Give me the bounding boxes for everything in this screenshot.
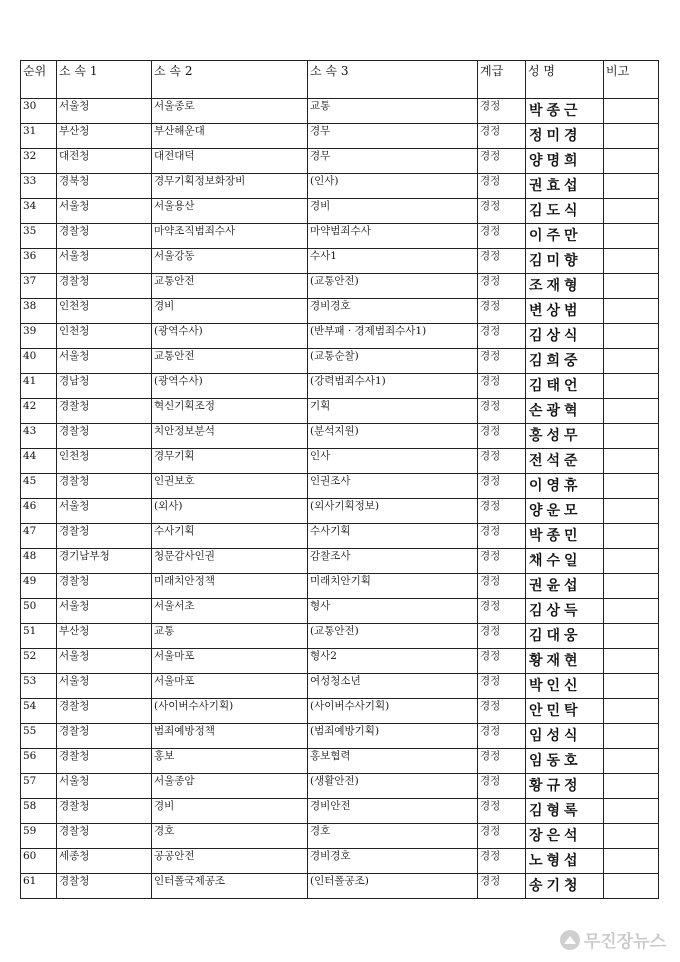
- cell-order: 49: [21, 574, 57, 599]
- cell-dept3: (사이버수사기획): [308, 699, 478, 724]
- cell-dept1: 경찰청: [57, 749, 152, 774]
- cell-dept3: 경호: [308, 824, 478, 849]
- cell-note: [604, 874, 659, 899]
- cell-note: [604, 199, 659, 224]
- cell-dept2: (광역수사): [152, 324, 308, 349]
- cell-dept3: 경비: [308, 199, 478, 224]
- table-row: [21, 749, 659, 774]
- cell-note: [604, 824, 659, 849]
- cell-grade: 경정: [478, 849, 526, 874]
- cell-dept2: 서울종암: [152, 774, 308, 799]
- cell-grade: 경정: [478, 524, 526, 549]
- cell-order: 45: [21, 474, 57, 499]
- header-note: 비고: [604, 61, 659, 99]
- cell-order: 48: [21, 549, 57, 574]
- cell-dept3: 형사2: [308, 649, 478, 674]
- cell-dept2: 마약조직범죄수사: [152, 224, 308, 249]
- cell-dept1: 경북청: [57, 174, 152, 199]
- cell-dept1: 경찰청: [57, 824, 152, 849]
- cell-note: [604, 749, 659, 774]
- table-row: [21, 424, 659, 449]
- cell-dept2: 서울서초: [152, 599, 308, 624]
- cell-dept1: 경찰청: [57, 874, 152, 899]
- table-row: [21, 849, 659, 874]
- cell-note: [604, 674, 659, 699]
- cell-dept2: 인권보호: [152, 474, 308, 499]
- cell-grade: 경정: [478, 624, 526, 649]
- cell-dept1: 대전청: [57, 149, 152, 174]
- cell-name: 김상식: [526, 324, 604, 349]
- cell-note: [604, 224, 659, 249]
- table-row: [21, 299, 659, 324]
- cell-dept1: 부산청: [57, 624, 152, 649]
- cell-note: [604, 724, 659, 749]
- cell-note: [604, 324, 659, 349]
- header-name: 성 명: [526, 61, 604, 99]
- cell-dept1: 경찰청: [57, 274, 152, 299]
- cell-dept3: (범죄예방기획): [308, 724, 478, 749]
- table-row: [21, 599, 659, 624]
- table-row: [21, 699, 659, 724]
- cell-name: 권윤섭: [526, 574, 604, 599]
- cell-grade: 경정: [478, 649, 526, 674]
- cell-order: 58: [21, 799, 57, 824]
- cell-dept3: 여성청소년: [308, 674, 478, 699]
- cell-note: [604, 849, 659, 874]
- cell-dept1: 경찰청: [57, 524, 152, 549]
- table-row: [21, 649, 659, 674]
- cell-dept3: 홍보협력: [308, 749, 478, 774]
- cell-dept1: 서울청: [57, 99, 152, 124]
- cell-dept3: (분석지원): [308, 424, 478, 449]
- cell-dept1: 경찰청: [57, 724, 152, 749]
- cell-name: 채수일: [526, 549, 604, 574]
- personnel-roster-table: [20, 60, 659, 899]
- cell-dept3: (외사기획정보): [308, 499, 478, 524]
- cell-order: 33: [21, 174, 57, 199]
- cell-name: 황재현: [526, 649, 604, 674]
- header-dept1: 소 속 1: [57, 61, 152, 99]
- cell-name: 박인신: [526, 674, 604, 699]
- cell-dept3: (강력범죄수사1): [308, 374, 478, 399]
- cell-dept1: 경찰청: [57, 224, 152, 249]
- cell-dept2: 경무기획: [152, 449, 308, 474]
- table-row: [21, 99, 659, 124]
- cell-dept1: 서울청: [57, 599, 152, 624]
- cell-grade: 경정: [478, 124, 526, 149]
- cell-order: 42: [21, 399, 57, 424]
- cell-grade: 경정: [478, 774, 526, 799]
- cell-dept3: 인권조사: [308, 474, 478, 499]
- cell-grade: 경정: [478, 724, 526, 749]
- cell-note: [604, 449, 659, 474]
- cell-note: [604, 599, 659, 624]
- cell-name: 정미경: [526, 124, 604, 149]
- table-row: [21, 874, 659, 899]
- header-dept2: 소 속 2: [152, 61, 308, 99]
- table-row: [21, 449, 659, 474]
- cell-name: 양명희: [526, 149, 604, 174]
- cell-name: 양운모: [526, 499, 604, 524]
- cell-dept3: 감찰조사: [308, 549, 478, 574]
- cell-note: [604, 624, 659, 649]
- cell-dept3: 기획: [308, 399, 478, 424]
- cell-note: [604, 474, 659, 499]
- table-row: [21, 499, 659, 524]
- cell-dept2: 청문감사인권: [152, 549, 308, 574]
- roster-body: [21, 99, 659, 899]
- cell-note: [604, 299, 659, 324]
- cell-order: 59: [21, 824, 57, 849]
- cell-dept2: 서울강동: [152, 249, 308, 274]
- cell-note: [604, 149, 659, 174]
- cell-note: [604, 174, 659, 199]
- cell-dept2: 홍보: [152, 749, 308, 774]
- cell-grade: 경정: [478, 699, 526, 724]
- cell-dept1: 인천청: [57, 299, 152, 324]
- cell-order: 41: [21, 374, 57, 399]
- cell-name: 이주만: [526, 224, 604, 249]
- cell-note: [604, 124, 659, 149]
- cell-name: 변상범: [526, 299, 604, 324]
- cell-grade: 경정: [478, 374, 526, 399]
- cell-name: 노형섭: [526, 849, 604, 874]
- table-row: [21, 799, 659, 824]
- cell-dept1: 세종청: [57, 849, 152, 874]
- cell-dept1: 경찰청: [57, 424, 152, 449]
- cell-dept3: 경무: [308, 149, 478, 174]
- table-row: [21, 674, 659, 699]
- cell-grade: 경정: [478, 499, 526, 524]
- cell-order: 60: [21, 849, 57, 874]
- cell-name: 임동호: [526, 749, 604, 774]
- table-row: [21, 249, 659, 274]
- cell-name: 김상득: [526, 599, 604, 624]
- cell-grade: 경정: [478, 749, 526, 774]
- cell-grade: 경정: [478, 549, 526, 574]
- cell-dept2: 인터폴국제공조: [152, 874, 308, 899]
- cell-dept1: 경찰청: [57, 574, 152, 599]
- cell-order: 43: [21, 424, 57, 449]
- cell-dept1: 경남청: [57, 374, 152, 399]
- cell-dept2: 교통안전: [152, 349, 308, 374]
- cell-dept1: 서울청: [57, 199, 152, 224]
- cell-dept3: 교통: [308, 99, 478, 124]
- table-row: [21, 224, 659, 249]
- cell-dept1: 경기남부청: [57, 549, 152, 574]
- cell-dept1: 경찰청: [57, 699, 152, 724]
- cell-dept1: 경찰청: [57, 399, 152, 424]
- table-row: [21, 149, 659, 174]
- cell-dept1: 인천청: [57, 324, 152, 349]
- cell-order: 40: [21, 349, 57, 374]
- cell-note: [604, 574, 659, 599]
- cell-dept3: (교통순찰): [308, 349, 478, 374]
- table-row: [21, 724, 659, 749]
- cell-dept2: 서울종로: [152, 99, 308, 124]
- cell-dept3: 마약범죄수사: [308, 224, 478, 249]
- cell-dept3: 경비경호: [308, 299, 478, 324]
- cell-grade: 경정: [478, 824, 526, 849]
- cell-order: 35: [21, 224, 57, 249]
- cell-order: 54: [21, 699, 57, 724]
- table-row: [21, 324, 659, 349]
- cell-dept3: 인사: [308, 449, 478, 474]
- cell-dept2: 경무기획정보화장비: [152, 174, 308, 199]
- cell-name: 송기청: [526, 874, 604, 899]
- cell-dept2: 혁신기획조정: [152, 399, 308, 424]
- cell-note: [604, 499, 659, 524]
- cell-dept1: 서울청: [57, 774, 152, 799]
- cell-note: [604, 774, 659, 799]
- cell-dept1: 서울청: [57, 249, 152, 274]
- cell-name: 김희중: [526, 349, 604, 374]
- table-row: [21, 624, 659, 649]
- cell-name: 김대웅: [526, 624, 604, 649]
- cell-dept1: 인천청: [57, 449, 152, 474]
- cell-order: 38: [21, 299, 57, 324]
- cell-dept2: 대전대덕: [152, 149, 308, 174]
- table-row: [21, 774, 659, 799]
- cell-grade: 경정: [478, 674, 526, 699]
- cell-name: 김미향: [526, 249, 604, 274]
- cell-name: 김도식: [526, 199, 604, 224]
- table-row: [21, 824, 659, 849]
- cell-note: [604, 699, 659, 724]
- cell-grade: 경정: [478, 249, 526, 274]
- cell-dept2: 서울용산: [152, 199, 308, 224]
- cell-grade: 경정: [478, 799, 526, 824]
- cell-dept1: 서울청: [57, 674, 152, 699]
- cell-dept3: (반부패 · 경제범죄수사1): [308, 324, 478, 349]
- cell-dept2: 범죄예방정책: [152, 724, 308, 749]
- cell-dept3: 수사1: [308, 249, 478, 274]
- cell-name: 박종민: [526, 524, 604, 549]
- cell-dept3: 수사기획: [308, 524, 478, 549]
- cell-order: 37: [21, 274, 57, 299]
- cell-note: [604, 649, 659, 674]
- cell-grade: 경정: [478, 574, 526, 599]
- cell-grade: 경정: [478, 874, 526, 899]
- cell-grade: 경정: [478, 99, 526, 124]
- table-row: [21, 399, 659, 424]
- cell-order: 52: [21, 649, 57, 674]
- table-row: [21, 124, 659, 149]
- cell-note: [604, 799, 659, 824]
- cell-order: 57: [21, 774, 57, 799]
- cell-note: [604, 249, 659, 274]
- cell-name: 안민탁: [526, 699, 604, 724]
- table-row: [21, 524, 659, 549]
- table-row: [21, 374, 659, 399]
- cell-note: [604, 349, 659, 374]
- cell-dept1: 부산청: [57, 124, 152, 149]
- watermark: [560, 927, 666, 952]
- cell-dept2: 부산해운대: [152, 124, 308, 149]
- cell-grade: 경정: [478, 274, 526, 299]
- cell-note: [604, 549, 659, 574]
- cell-dept1: 서울청: [57, 499, 152, 524]
- cell-name: 장은석: [526, 824, 604, 849]
- cell-note: [604, 274, 659, 299]
- cell-dept2: 경비: [152, 799, 308, 824]
- header-grade: 계급: [478, 61, 526, 99]
- header-row: [21, 61, 659, 99]
- table-row: [21, 474, 659, 499]
- cell-dept2: (광역수사): [152, 374, 308, 399]
- cell-dept2: 수사기획: [152, 524, 308, 549]
- cell-dept3: (교통안전): [308, 274, 478, 299]
- cell-order: 32: [21, 149, 57, 174]
- mountain-logo-icon: [560, 930, 580, 950]
- cell-dept2: 경호: [152, 824, 308, 849]
- cell-dept3: (교통안전): [308, 624, 478, 649]
- cell-name: 임성식: [526, 724, 604, 749]
- cell-order: 46: [21, 499, 57, 524]
- cell-order: 34: [21, 199, 57, 224]
- cell-grade: 경정: [478, 599, 526, 624]
- cell-note: [604, 524, 659, 549]
- cell-dept2: 미래치안정책: [152, 574, 308, 599]
- cell-name: 권효섭: [526, 174, 604, 199]
- cell-dept2: 서울마포: [152, 649, 308, 674]
- cell-grade: 경정: [478, 149, 526, 174]
- cell-dept2: 경비: [152, 299, 308, 324]
- cell-order: 31: [21, 124, 57, 149]
- cell-name: 이영휴: [526, 474, 604, 499]
- cell-name: 황규정: [526, 774, 604, 799]
- cell-dept1: 서울청: [57, 649, 152, 674]
- cell-dept2: 교통안전: [152, 274, 308, 299]
- cell-name: 김태언: [526, 374, 604, 399]
- cell-dept1: 서울청: [57, 349, 152, 374]
- cell-grade: 경정: [478, 299, 526, 324]
- cell-grade: 경정: [478, 224, 526, 249]
- cell-note: [604, 399, 659, 424]
- cell-dept3: 경비경호: [308, 849, 478, 874]
- cell-name: 김형록: [526, 799, 604, 824]
- cell-grade: 경정: [478, 199, 526, 224]
- cell-order: 36: [21, 249, 57, 274]
- cell-order: 53: [21, 674, 57, 699]
- cell-name: 조재형: [526, 274, 604, 299]
- cell-order: 30: [21, 99, 57, 124]
- table-row: [21, 199, 659, 224]
- cell-name: 손광혁: [526, 399, 604, 424]
- cell-order: 51: [21, 624, 57, 649]
- table-row: [21, 274, 659, 299]
- cell-order: 61: [21, 874, 57, 899]
- cell-dept3: (인터폴공조): [308, 874, 478, 899]
- cell-dept2: 치안정보분석: [152, 424, 308, 449]
- table-row: [21, 174, 659, 199]
- cell-grade: 경정: [478, 424, 526, 449]
- cell-name: 박종근: [526, 99, 604, 124]
- cell-dept2: 교통: [152, 624, 308, 649]
- cell-order: 47: [21, 524, 57, 549]
- cell-dept3: 경비안전: [308, 799, 478, 824]
- cell-order: 50: [21, 599, 57, 624]
- cell-note: [604, 424, 659, 449]
- cell-dept3: (생활안전): [308, 774, 478, 799]
- cell-dept2: (외사): [152, 499, 308, 524]
- cell-dept1: 경찰청: [57, 799, 152, 824]
- table-row: [21, 549, 659, 574]
- cell-dept3: 미래치안기획: [308, 574, 478, 599]
- cell-order: 39: [21, 324, 57, 349]
- cell-dept3: (인사): [308, 174, 478, 199]
- cell-order: 56: [21, 749, 57, 774]
- cell-grade: 경정: [478, 449, 526, 474]
- cell-grade: 경정: [478, 324, 526, 349]
- cell-dept3: 형사: [308, 599, 478, 624]
- cell-dept1: 경찰청: [57, 474, 152, 499]
- cell-dept2: (사이버수사기획): [152, 699, 308, 724]
- watermark-text: 무진장뉴스: [583, 932, 666, 952]
- header-dept3: 소 속 3: [308, 61, 478, 99]
- cell-note: [604, 374, 659, 399]
- table-row: [21, 349, 659, 374]
- table-row: [21, 574, 659, 599]
- cell-grade: 경정: [478, 349, 526, 374]
- cell-dept3: 경무: [308, 124, 478, 149]
- cell-dept2: 공공안전: [152, 849, 308, 874]
- cell-name: 홍성무: [526, 424, 604, 449]
- cell-grade: 경정: [478, 174, 526, 199]
- cell-name: 전석준: [526, 449, 604, 474]
- cell-grade: 경정: [478, 474, 526, 499]
- cell-dept2: 서울마포: [152, 674, 308, 699]
- cell-note: [604, 99, 659, 124]
- cell-order: 55: [21, 724, 57, 749]
- cell-grade: 경정: [478, 399, 526, 424]
- cell-order: 44: [21, 449, 57, 474]
- header-rank-order: 순위: [21, 61, 57, 99]
